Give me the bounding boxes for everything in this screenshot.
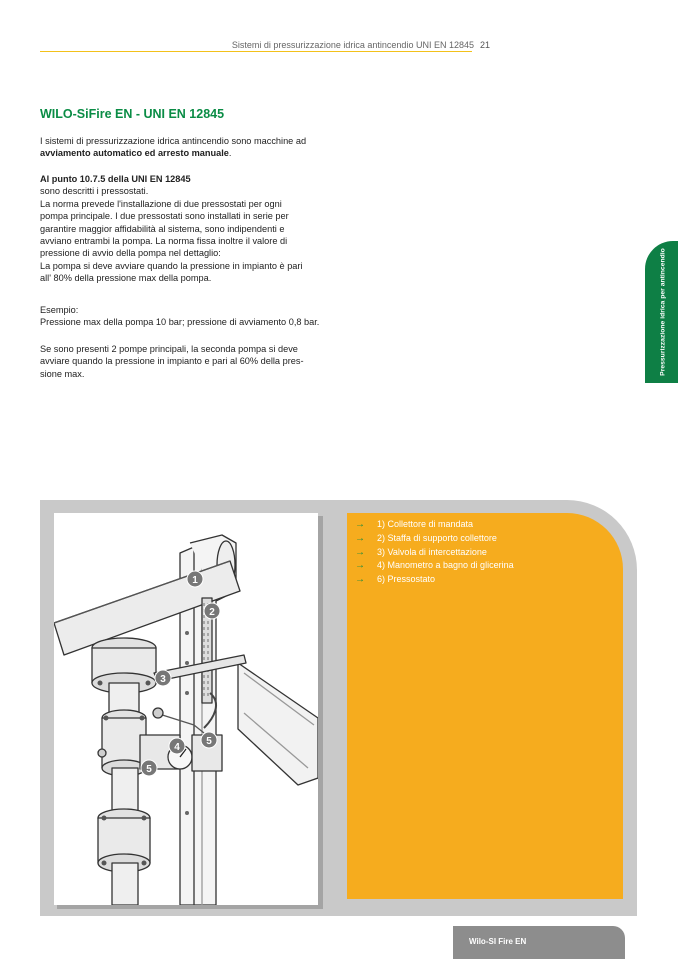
example-label: Esempio: [40,305,79,315]
intro-paragraph [40,135,340,160]
callout-3 [155,670,171,686]
callout-4 [169,738,185,754]
clause-line: avviano entrambi la pompa. La norma fissa inoltre il valore di [40,236,288,247]
legend-item: → 4) Manometro a bagno di glicerina [355,560,514,572]
arrow-right-icon: → [355,519,365,530]
clause-paragraph [40,173,340,285]
clause-line: pressione di avvio della pompa nel dettaglio: [40,248,221,259]
side-tab-label: Pressurizzazione idrica per antincendio [659,248,667,376]
note-line: Se sono presenti 2 pompe principali, la seconda pompa si deve [40,344,298,354]
callout-2 [204,603,220,619]
intro-line-1: I sistemi di pressurizzazione idrica antincendio sono macchine ad [40,136,307,146]
legend-item: → 3) Valvola di intercettazione [355,546,487,558]
page-number: 21 [479,40,490,50]
svg-text:2: 2 [209,607,215,618]
svg-text:4: 4 [174,742,180,753]
callout-5a [201,732,217,748]
clause-line: pompa principale. I due pressostati sono installati in serie per [40,211,289,222]
example-paragraph [40,304,340,329]
note-line: sione max. [40,368,85,379]
equipment-drawing [54,513,318,905]
legend-list [355,518,514,587]
clause-line: all' 80% della pressione max della pompa. [40,273,212,284]
clause-heading: Al punto 10.7.5 della UNI EN 12845 [40,174,191,184]
svg-text:3: 3 [160,674,166,685]
svg-text:5: 5 [146,764,152,775]
footer-tab [453,926,625,959]
svg-text:1: 1 [192,575,198,586]
note-line: avviare quando la pressione in impianto e pari al 60% della pres- [40,356,304,367]
callout-5b [141,760,157,776]
running-header [0,40,490,50]
running-title: Sistemi di pressurizzazione idrica antincendio UNI EN 12845 [231,40,474,50]
header-rule [40,51,472,52]
arrow-right-icon: → [355,532,365,544]
clause-line: sono descritti i pressostati. [40,186,149,197]
intro-bold-phrase: avviamento automatico ed arresto manuale [40,148,229,159]
svg-text:5: 5 [206,736,212,747]
arrow-right-icon: → [355,546,365,558]
note-paragraph [40,343,340,380]
clause-line: garantire maggior affidabilità al sistema, sono indipendenti e [40,223,285,234]
intro-period: . [228,148,232,159]
arrow-right-icon: → [355,574,365,586]
intro-line-2 [40,147,340,159]
example-text: Pressione max della pompa 10 bar; pressione di avviamento 0,8 bar. [40,317,320,328]
arrow-right-icon: → [355,560,365,572]
section-title: WILO-SiFire EN - UNI EN 12845 [40,107,225,121]
legend-item: → 2) Staffa di supporto collettore [355,532,497,544]
legend-item: → 1) Collettore di mandata [355,519,474,530]
callout-1 [187,571,203,587]
clause-line: La norma prevede l'installazione di due pressostati per ogni [40,198,282,209]
legend-item: → 6) Pressostato [355,574,436,586]
clause-line: La pompa si deve avviare quando la pressione in impianto è pari [40,260,303,271]
pressure-manifold-illustration [54,513,318,905]
footer-label: Wilo-SI Fire EN [469,937,527,946]
